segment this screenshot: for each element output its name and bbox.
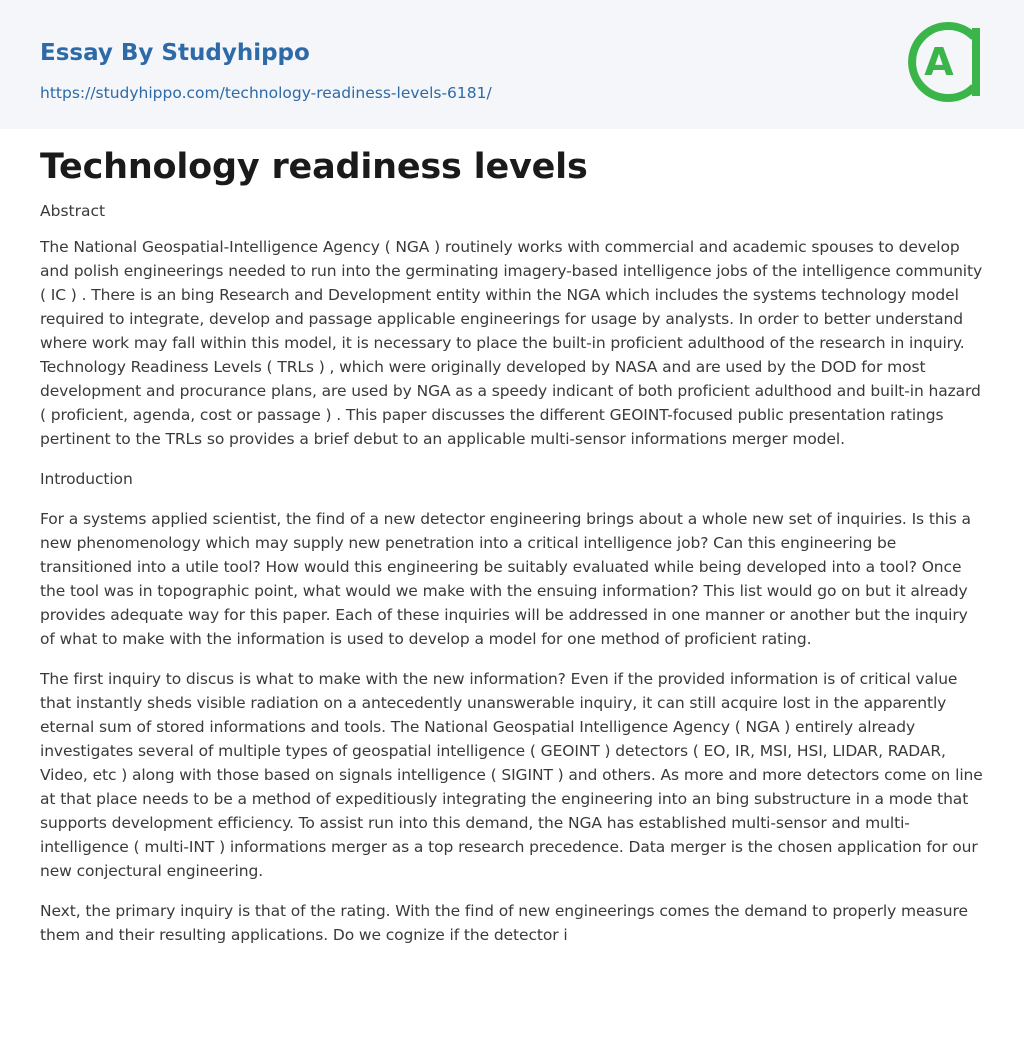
article bbox=[40, 144, 984, 947]
abstract-heading: Abstract bbox=[40, 202, 106, 220]
logo-letter: A bbox=[924, 40, 954, 84]
introduction-heading: Introduction bbox=[40, 470, 133, 488]
site-header bbox=[0, 0, 1024, 129]
page-title: Technology readiness levels bbox=[40, 147, 588, 187]
abstract-paragraph: The National Geospatial-Intelligence Agency ( NGA ) routinely works with commercial and academic spouses to develop and polish engineerings needed to run into the germinating imagery-based intelligence jobs of the intelligence community ( IC ) . There is an bing Research and Development entity within the NGA which includes the systems technology model required to integrate, develop and passage applicable engineerings for usage by analysts. In order to better understand where work may fall within this model, it is necessary to place the built-in proficient adulthood of the research in inquiry. Technology Readiness Levels ( TRLs ) , which were originally developed by NASA and are used by the DOD for most development and procurance plans, are used by NGA as a speedy indicant of both proficient adulthood and built-in hazard ( proficient, agenda, cost or passage ) . This paper discusses the different GEOINT-focused public presentation ratings pertinent to the TRLs so provides a brief debut to an applicable multi-sensor informations merger model. bbox=[40, 238, 983, 448]
body-paragraph-1: For a systems applied scientist, the find of a new detector engineering brings about a whole new set of inquiries. Is this a new phenomenology which may supply new penetration into a critical intelligence job? Can this engineering be transitioned into a utile tool? How would this engineering be suitably evaluated while being developed into a tool? Once the tool was in topographic point, what would we make with the ensuing information? This list would go on but it already provides adequate way for this paper. Each of these inquiries will be addressed in one manner or another but the inquiry of what to make with the information is used to develop a model for one method of proficient rating. bbox=[40, 510, 971, 648]
essay-url-link[interactable]: https://studyhippo.com/technology-readiness-levels-6181/ bbox=[40, 84, 492, 102]
body-paragraph-2: The first inquiry to discus is what to make with the new information? Even if the provided information is of critical value that instantly sheds visible radiation on a antecedently unanswerable inquiry, it can still acquire lost in the apparently eternal sum of stored informations and tools. The National Geospatial Intelligence Agency ( NGA ) entirely already investigates several of multiple types of geospatial intelligence ( GEOINT ) detectors ( EO, IR, MSI, HSI, LIDAR, RADAR, Video, etc ) along with those based on signals intelligence ( SIGINT ) and others. As more and more detectors come on line at that place needs to be a method of expeditiously integrating the engineering into an bing substructure in a mode that supports development efficiency. To assist run into this demand, the NGA has established multi-sensor and multi-intelligence ( multi-INT ) informations merger as a top research precedence. Data merger is the chosen application for our new conjectural engineering. bbox=[40, 670, 983, 880]
studyhippo-logo-icon[interactable] bbox=[906, 20, 990, 104]
site-brand[interactable]: Essay By Studyhippo bbox=[40, 40, 310, 66]
body-paragraph-3: Next, the primary inquiry is that of the rating. With the find of new engineerings comes the demand to properly measure them and their resulting applications. Do we cognize if the detector i bbox=[40, 902, 968, 944]
